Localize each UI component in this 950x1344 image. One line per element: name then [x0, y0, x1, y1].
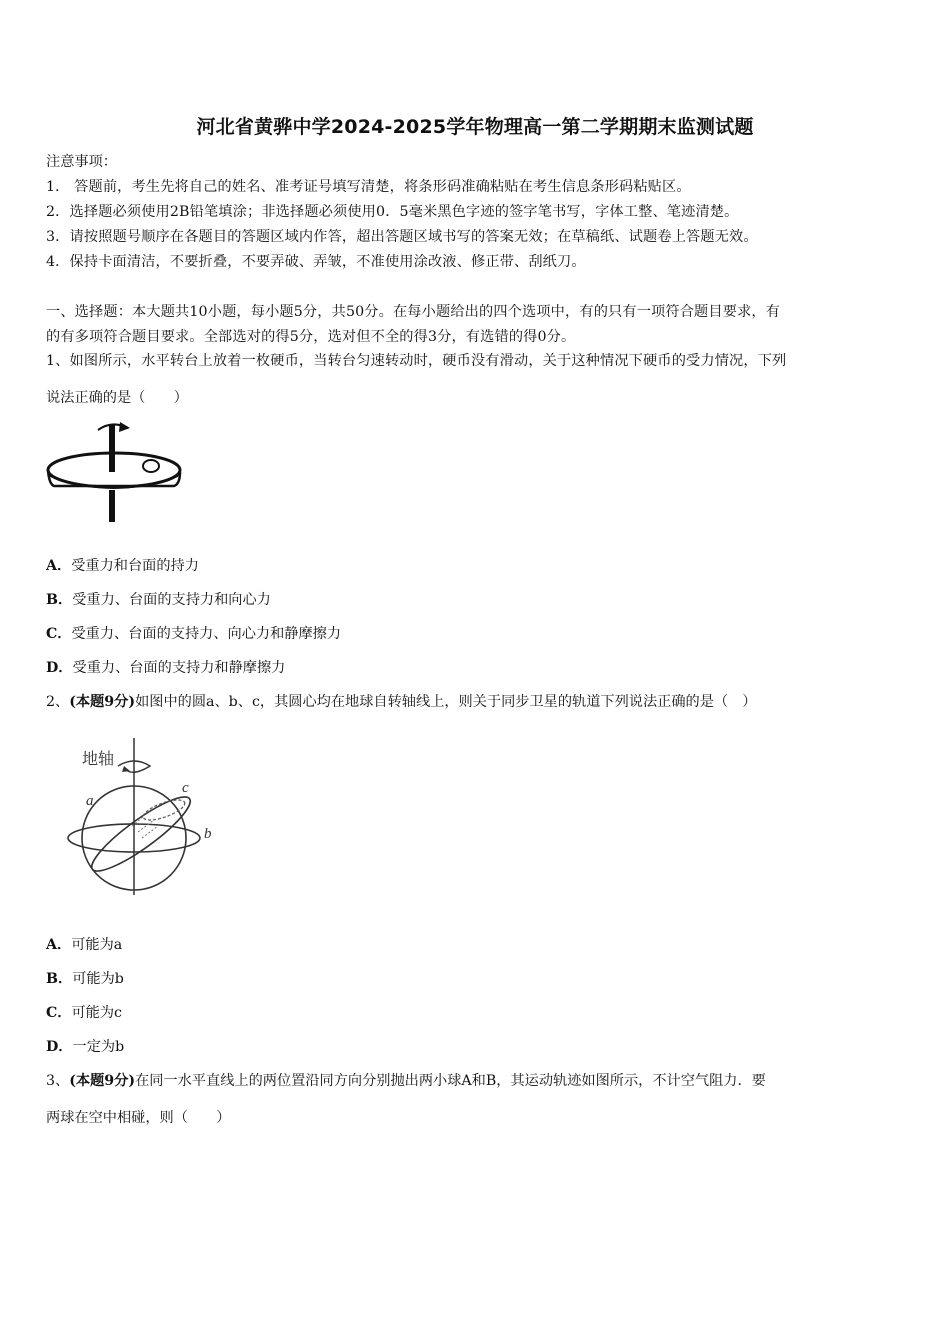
notice-item-3: 3．请按照题号顺序在各题目的答题区域内作答，超出答题区域书写的答案无效；在草稿纸、试题卷上答题无效。	[46, 229, 758, 245]
question-1-stem-line-1: 1、如图所示，水平转台上放着一枚硬币，当转台匀速转动时，硬币没有滑动，关于这种情况下硬币的受力情况，下列	[46, 353, 787, 369]
axis-label: 地轴	[82, 751, 115, 768]
orbit-label-b: b	[204, 826, 212, 842]
question-2-option-b[interactable]	[46, 969, 124, 989]
notice-item-4: 4．保持卡面清洁，不要折叠，不要弄破、弄皱，不准使用涂改液、修正带、刮纸刀。	[46, 254, 586, 270]
earth-orbits-figure	[46, 730, 226, 910]
question-score-tag: (本题9分)	[69, 694, 136, 710]
orbit-label-a: a	[86, 793, 94, 809]
question-text: 如图中的圆a、b、c，其圆心均在地球自转轴线上，则关于同步卫星的轨道下列说法正确的是（ ）	[135, 694, 757, 710]
question-1-option-a[interactable]	[46, 556, 199, 576]
question-number: 2、	[46, 694, 70, 710]
option-text: 可能为a	[71, 937, 123, 953]
question-1-option-b[interactable]	[46, 590, 271, 610]
section-intro-line-1: 一、选择题：本大题共10小题，每小题5分，共50分。在每小题给出的四个选项中，有的只有一项符合题目要求，有	[46, 304, 781, 320]
turntable-figure	[46, 418, 196, 526]
notice-item-1: 1． 答题前，考生先将自己的姓名、准考证号填写清楚，将条形码准确粘贴在考生信息条形码粘贴区。	[46, 179, 691, 195]
option-letter: C．	[46, 1005, 72, 1021]
option-text: 受重力和台面的持力	[71, 558, 199, 574]
option-letter: A．	[46, 937, 72, 953]
question-2-stem	[46, 692, 756, 712]
page-title: 河北省黄骅中学2024-2025学年物理高一第二学期期末监测试题	[196, 116, 754, 138]
question-1-stem-line-2: 说法正确的是（ ）	[46, 390, 188, 406]
option-letter: A．	[46, 558, 72, 574]
option-text: 一定为b	[72, 1039, 125, 1055]
option-text: 受重力、台面的支持力和静摩擦力	[72, 660, 286, 676]
question-score-tag: (本题9分)	[69, 1073, 136, 1089]
question-2-option-d[interactable]	[46, 1037, 124, 1057]
option-letter: B．	[46, 592, 73, 608]
option-letter: B．	[46, 971, 73, 987]
orbit-label-c: c	[182, 780, 189, 796]
question-2-option-c[interactable]	[46, 1003, 122, 1023]
section-intro-line-2: 的有多项符合题目要求。全部选对的得5分，选对但不全的得3分，有选错的得0分。	[46, 329, 576, 345]
question-1-option-c[interactable]	[46, 624, 341, 644]
question-number: 3、	[46, 1073, 70, 1089]
notice-heading: 注意事项：	[46, 154, 117, 170]
option-text: 可能为b	[72, 971, 124, 987]
question-2-option-a[interactable]	[46, 935, 122, 955]
notice-item-2: 2．选择题必须使用2B铅笔填涂；非选择题必须使用0．5毫米黑色字迹的签字笔书写，字体工整、笔迹清楚。	[46, 204, 739, 220]
option-letter: D．	[46, 1039, 73, 1055]
option-text: 受重力、台面的支持力、向心力和静摩擦力	[71, 626, 342, 642]
question-text: 在同一水平直线上的两位置沿同方向分别抛出两小球A和B，其运动轨迹如图所示，不计空气阻力．要	[135, 1073, 766, 1089]
option-text: 可能为c	[71, 1005, 122, 1021]
option-letter: C．	[46, 626, 72, 642]
question-3-stem-line-1	[46, 1071, 766, 1091]
option-letter: D．	[46, 660, 73, 676]
option-text: 受重力、台面的支持力和向心力	[72, 592, 271, 608]
question-3-stem-line-2: 两球在空中相碰，则（ ）	[46, 1110, 231, 1126]
question-1-option-d[interactable]	[46, 658, 285, 678]
